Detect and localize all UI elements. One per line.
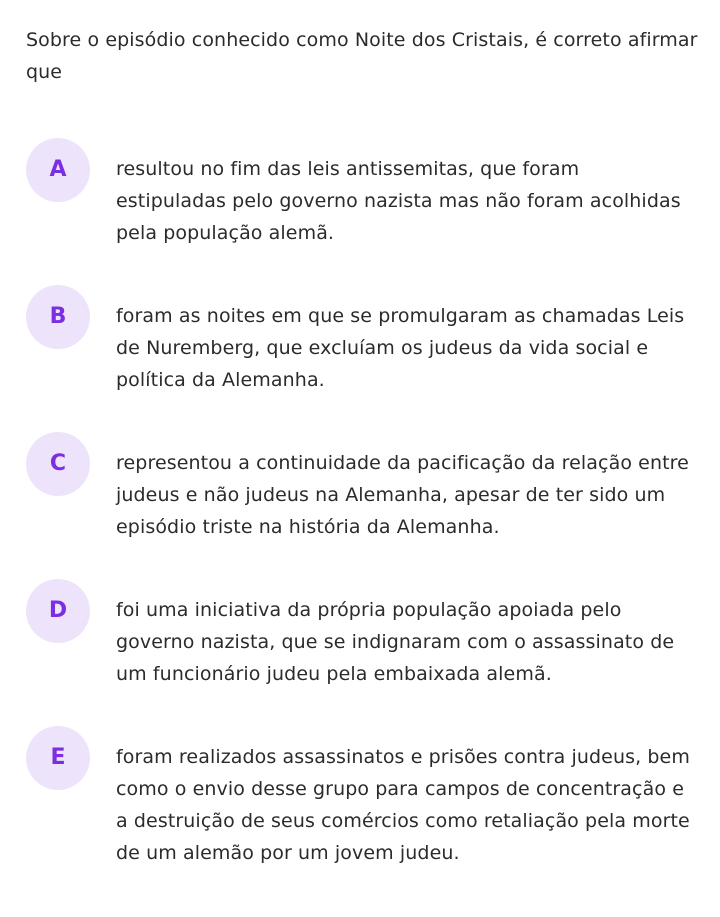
question-text: Sobre o episódio conhecido como Noite dos Cristais, é correto afirmar que — [26, 29, 698, 83]
option-text-a: resultou no fim das leis antissemitas, que foram estipuladas pelo governo nazista mas não foram acolhidas pela população alemã. — [116, 158, 681, 244]
option-letter-b: B — [26, 285, 90, 349]
option-text-c: representou a continuidade da pacificação da relação entre judeus e não judeus na Alemanha, apesar de ter sido um episódio triste na história da Alemanha. — [116, 452, 689, 538]
option-a[interactable] — [26, 138, 706, 278]
option-letter-d: D — [26, 579, 90, 643]
option-text-d: foi uma iniciativa da própria população apoiada pelo governo nazista, que se indignaram com o assassinato de um funcionário judeu pela embaixada alemã. — [116, 599, 675, 685]
option-text-e: foram realizados assassinatos e prisões contra judeus, bem como o envio desse grupo para campos de concentração e a destruição de seus comércios como retaliação pela morte de um alemão por um jovem judeu. — [116, 746, 690, 864]
option-letter-c: C — [26, 432, 90, 496]
option-letter-a: A — [26, 138, 90, 202]
option-letter-e: E — [26, 726, 90, 790]
option-b[interactable] — [26, 285, 706, 425]
option-text-b: foram as noites em que se promulgaram as chamadas Leis de Nuremberg, que excluíam os judeus da vida social e política da Alemanha. — [116, 305, 685, 391]
option-e[interactable] — [26, 726, 706, 906]
option-c[interactable] — [26, 432, 706, 572]
option-d[interactable] — [26, 579, 706, 719]
